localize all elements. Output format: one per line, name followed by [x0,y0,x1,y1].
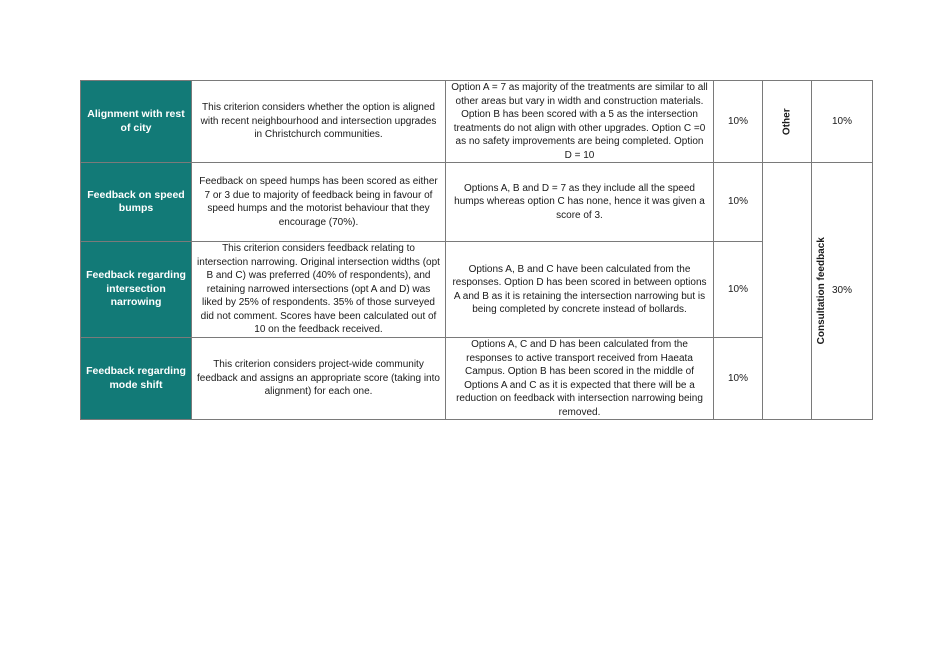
group-label-cell [763,81,812,163]
table-row [81,81,873,163]
scoring-cell: Options A, B and D = 7 as they include all the speed humps whereas option C has none, hence it was given a score of 3. [446,163,714,242]
scoring-cell: Option A = 7 as majority of the treatments are similar to all other areas but vary in width and construction materials. Option B has been scored with a 5 as the intersection treatments do not align with other upgrades. Option C =0 as no safety improvements are being completed. Option D = 10 [446,81,714,163]
table-row [81,338,873,420]
weight-cell: 10% [714,242,763,338]
assessment-criteria-table [80,80,873,420]
group-total-cell: 10% [812,81,873,163]
weight-cell: 10% [714,338,763,420]
criterion-cell: Feedback on speed bumps [81,163,192,242]
weight-cell: 10% [714,163,763,242]
group-label: Consultation feedback [815,237,827,345]
group-label-cell [763,163,827,420]
weight-cell: 10% [714,81,763,163]
description-cell: Feedback on speed humps has been scored as either 7 or 3 due to majority of feedback being in favour of speed humps and the motorist behaviour that they encourage (70%). [192,163,446,242]
description-cell: This criterion considers whether the option is aligned with recent neighbourhood and intersection upgrades in Christchurch communities. [192,81,446,163]
group-label: Other [781,108,793,135]
criterion-cell: Feedback regarding intersection narrowing [81,242,192,338]
table-row [81,242,873,338]
criterion-cell: Feedback regarding mode shift [81,338,192,420]
description-cell: This criterion considers project-wide community feedback and assigns an appropriate score (taking into alignment) for each one. [192,338,446,420]
description-cell: This criterion considers feedback relating to intersection narrowing. Original intersection widths (opt B and C) was preferred (40% of respondents), and retaining narrowed intersections (opt A and D) was liked by 25% of respondents. 35% of those surveyed did not comment. Scores have been calculated out of 10 on the feedback received. [192,242,446,338]
table-row [81,163,873,242]
scoring-cell: Options A, B and C have been calculated from the responses. Option D has been scored in between options A and B as it is retaining the intersection narrowing but is being completed by concrete instead of bollards. [446,242,714,338]
criterion-cell: Alignment with rest of city [81,81,192,163]
scoring-cell: Options A, C and D has been calculated from the responses to active transport received from Haeata Campus. Option B has been scored in the middle of Options A and C as it is expected that there will be a reduction on feedback with intersection narrowing being removed. [446,338,714,420]
group-total-cell: 30% [812,163,873,420]
